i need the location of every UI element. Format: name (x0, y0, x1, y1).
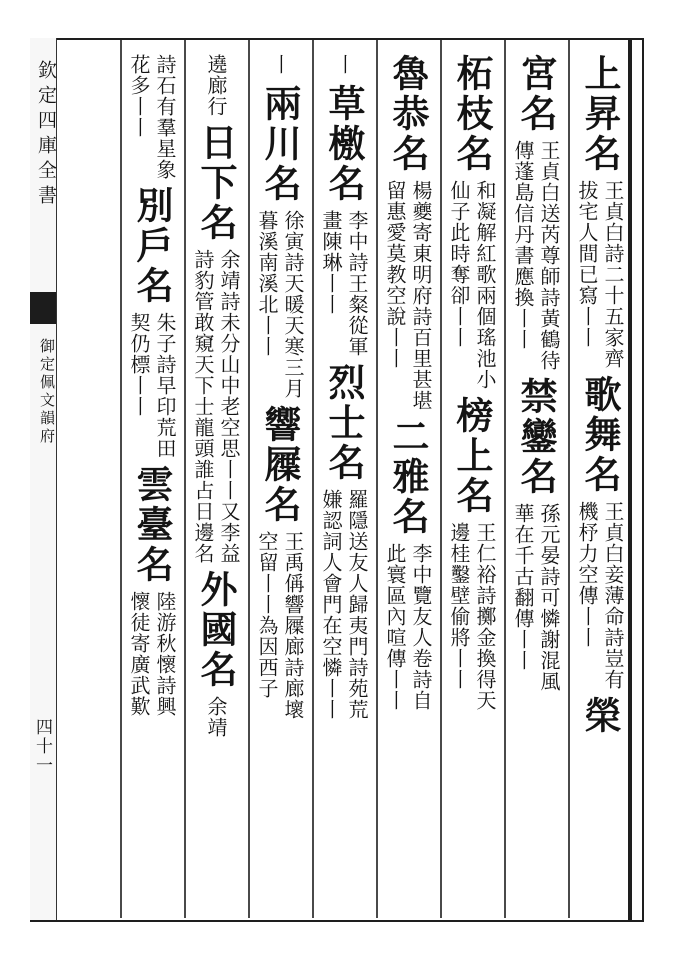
commentary-line: 邊桂鑿壁偷將丨丨 (447, 522, 471, 690)
commentary-block (511, 503, 561, 692)
commentary-line: 王貞白妾薄命詩豈有 (601, 501, 625, 690)
headword: 別戶名 (130, 186, 174, 306)
headword: 草檄名 (322, 84, 366, 204)
commentary-line: 和凝解紅歌兩個瑤池小 (473, 180, 497, 390)
outer-border-rule (628, 38, 632, 920)
commentary-line: 畫陳琳丨丨 (319, 210, 343, 315)
commentary-line: 楊夔寄東明府詩百里甚堪 (409, 180, 433, 411)
commentary-line: 詩石有羣星象 (153, 54, 177, 180)
commentary-block (319, 489, 369, 720)
headword: 歌舞名 (578, 375, 622, 495)
headword: 烈士名 (322, 363, 366, 483)
headword: 二雅名 (386, 417, 430, 537)
commentary-block (127, 591, 177, 717)
headword: 雲臺名 (130, 465, 174, 585)
commentary-line: 陸游秋懷詩興 (153, 591, 177, 717)
commentary-block (575, 501, 625, 690)
commentary-line: 懷徒寄廣武歎 (127, 591, 151, 717)
commentary-line: 契仍標丨丨 (127, 312, 151, 417)
commentary-line: 仙子此時奪卻丨丨 (447, 180, 471, 348)
commentary-line: 孫元晏詩可憐謝混風 (537, 503, 561, 692)
commentary-block (255, 531, 305, 720)
column-rule (440, 40, 442, 918)
commentary-block (127, 312, 177, 459)
commentary-block (447, 522, 497, 711)
commentary-block (383, 180, 433, 411)
commentary-line: 遶廊行 (204, 54, 228, 117)
commentary-line: 王貞白送芮尊師詩黃鶴待 (537, 140, 561, 371)
headword: 禁鑾名 (514, 377, 558, 497)
column-rule (312, 40, 314, 918)
headword: 外國名 (194, 570, 238, 690)
commentary-line: 羅隱送友人歸夷門詩苑荒 (345, 489, 369, 720)
commentary-line: 余靖 (204, 696, 228, 738)
commentary-line: 李中覽友人卷詩自 (409, 543, 433, 711)
headword: 上昇名 (578, 54, 622, 174)
headword: 榜上名 (450, 396, 494, 516)
headword: 宮名 (514, 54, 558, 134)
headword: 榮 (578, 696, 622, 736)
column-rule (120, 40, 122, 918)
commentary-line: 王貞白詩二十五家齊 (601, 180, 625, 369)
column-rule (504, 40, 506, 918)
repeat-mark: 丨 (268, 54, 292, 78)
commentary-line: 空留丨丨為因西子 (255, 531, 279, 699)
text-column (574, 54, 626, 914)
commentary-block (255, 210, 305, 399)
commentary-block (127, 54, 177, 180)
headword: 柘枝名 (450, 54, 494, 174)
margin-book-title: 御定佩文韻府 (38, 338, 56, 446)
commentary-block (204, 54, 228, 117)
column-rule (568, 40, 570, 918)
text-column (318, 54, 370, 914)
commentary-line: 朱子詩早印荒田 (153, 312, 177, 459)
commentary-block (447, 180, 497, 390)
commentary-block (319, 210, 369, 357)
text-column (446, 54, 498, 914)
fish-tail-marker (30, 292, 56, 324)
headword: 日下名 (194, 123, 238, 243)
repeat-mark: 丨 (332, 54, 356, 78)
commentary-line: 王禹偁響屧廊詩廊壞 (281, 531, 305, 720)
commentary-line: 拔宅人間已寫丨丨 (575, 180, 599, 348)
commentary-line: 嫌認詞人會門在空憐丨丨 (319, 489, 343, 720)
column-rule (184, 40, 186, 918)
commentary-block (383, 543, 433, 711)
commentary-line: 暮溪南溪北丨丨 (255, 210, 279, 357)
commentary-line: 徐寅詩天暖天寒三月 (281, 210, 305, 399)
commentary-line: 花多丨丨 (127, 54, 151, 138)
text-column (126, 54, 178, 914)
column-rule (248, 40, 250, 918)
commentary-block (575, 180, 625, 369)
headword: 兩川名 (258, 84, 302, 204)
commentary-block (191, 249, 241, 564)
text-column (254, 54, 306, 914)
page-number: 四十一 (32, 718, 52, 775)
headword: 響屧名 (258, 405, 302, 525)
commentary-line: 傳蓬島信丹書應換丨丨 (511, 140, 535, 350)
headword: 魯恭名 (386, 54, 430, 174)
commentary-line: 華在千古翻傳丨丨 (511, 503, 535, 671)
commentary-line: 王仁裕詩擲金換得天 (473, 522, 497, 711)
column-rule (376, 40, 378, 918)
margin-book-series-title: 欽定四庫全書 (35, 60, 57, 210)
commentary-line: 李中詩王粲從軍 (345, 210, 369, 357)
commentary-line: 留惠愛莫教空說丨丨 (383, 180, 407, 369)
commentary-line: 詩豹管敢窺天下士龍頭誰占日邊名 (191, 249, 215, 564)
commentary-block (204, 696, 228, 738)
commentary-line: 此寰區內喧傳丨丨 (383, 543, 407, 711)
commentary-line: 機杼力空傳丨丨 (575, 501, 599, 648)
commentary-line: 余靖詩未分山中老空思丨丨又李益 (217, 249, 241, 564)
text-column (382, 54, 434, 914)
commentary-block (511, 140, 561, 371)
text-column (510, 54, 562, 914)
text-column (190, 54, 242, 914)
